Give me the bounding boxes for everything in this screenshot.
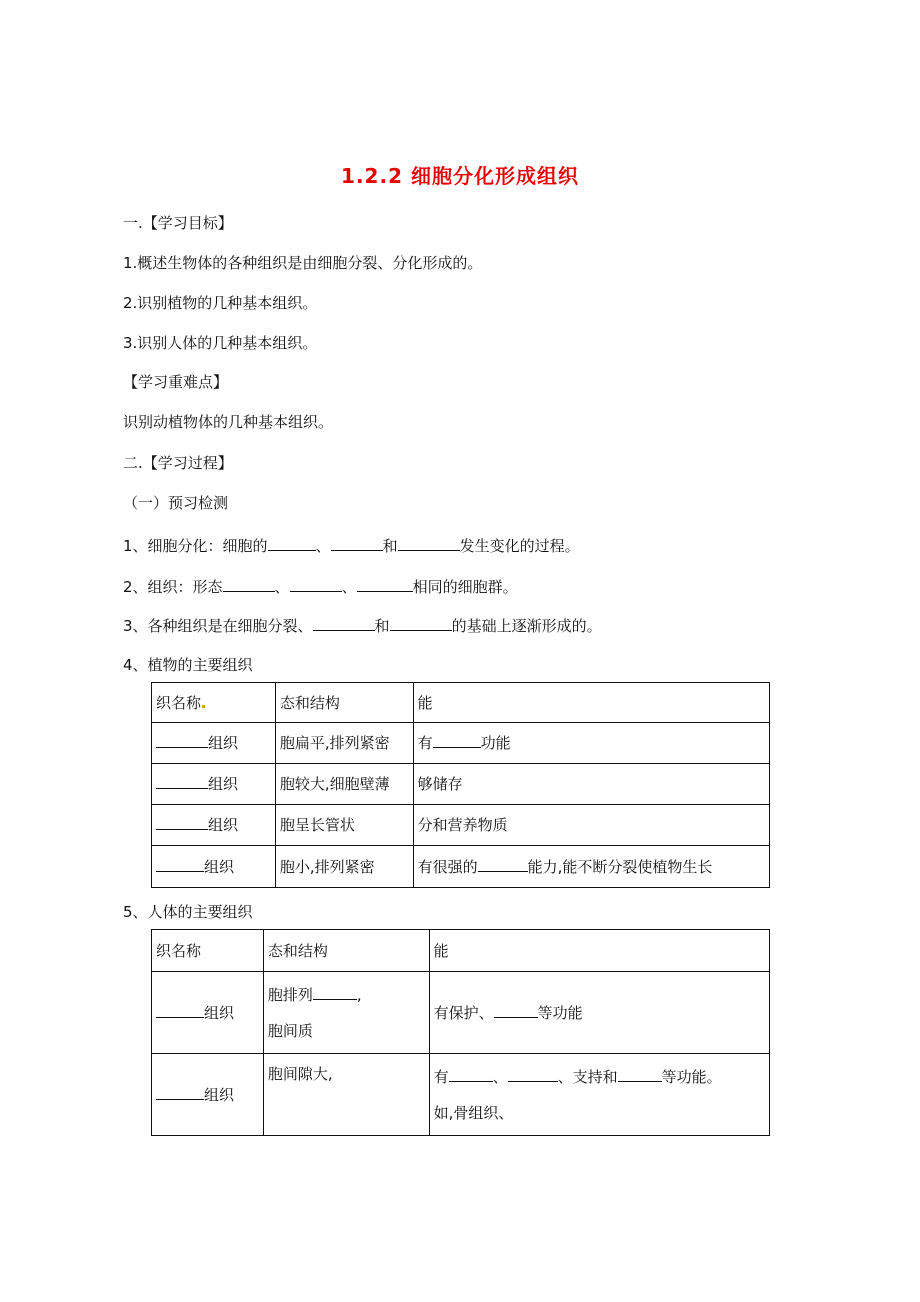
table-row: 组织 胞扁平,排列紧密 有 功能 xyxy=(152,723,770,764)
header-cell: 织名称 xyxy=(152,683,276,723)
blank[interactable] xyxy=(618,1065,662,1082)
goal-item: 2.识别植物的几种基本组织。 xyxy=(123,294,318,312)
blank[interactable] xyxy=(313,983,357,1000)
header-cell: 能 xyxy=(413,683,769,723)
blank[interactable] xyxy=(156,813,208,830)
section-heading-process: 二.【学习过程】 xyxy=(123,454,233,472)
section-heading-goals: 一.【学习目标】 xyxy=(123,214,233,232)
header-cell: 织名称 xyxy=(152,930,264,972)
blank[interactable] xyxy=(508,1065,558,1082)
subsection-heading: （一）预习检测 xyxy=(123,494,229,512)
table-row: 组织 胞间隙大, 有 、 、支持和 等功能。 如,骨组织、 xyxy=(152,1054,770,1136)
blank[interactable] xyxy=(398,534,460,551)
question-4-heading: 4、植物的主要组织 xyxy=(123,656,253,674)
blank[interactable] xyxy=(290,575,342,592)
blank[interactable] xyxy=(156,1001,204,1018)
blank[interactable] xyxy=(156,855,204,872)
question-1: 1、细胞分化：细胞的 、 和 发生变化的过程。 xyxy=(123,534,580,556)
table-row: 组织 胞排列 , 胞间质 有保护、 等功能 xyxy=(152,972,770,1054)
blank[interactable] xyxy=(223,575,275,592)
human-tissue-table xyxy=(151,929,770,1136)
key-text: 识别动植物体的几种基本组织。 xyxy=(123,413,334,431)
question-2: 2、组织：形态 、 、 相同的细胞群。 xyxy=(123,575,518,597)
blank[interactable] xyxy=(156,772,208,789)
blank[interactable] xyxy=(268,534,316,551)
goal-item: 1.概述生物体的各种组织是由细胞分裂、分化形成的。 xyxy=(123,254,483,272)
blank[interactable] xyxy=(449,1065,493,1082)
goal-item: 3.识别人体的几种基本组织。 xyxy=(123,334,318,352)
plant-tissue-table xyxy=(151,682,770,888)
blank[interactable] xyxy=(478,855,528,872)
blank[interactable] xyxy=(494,1001,538,1018)
table-row: 组织 胞较大,细胞壁薄 够储存 xyxy=(152,764,770,805)
table-row: 组织 胞小,排列紧密 有很强的 能力,能不断分裂使植物生长 xyxy=(152,846,770,888)
question-3: 3、各种组织是在细胞分裂、 和 的基础上逐渐形成的。 xyxy=(123,614,602,636)
blank[interactable] xyxy=(331,534,383,551)
table-header-row xyxy=(152,683,770,723)
header-cell: 态和结构 xyxy=(275,683,413,723)
blank[interactable] xyxy=(357,575,413,592)
blank[interactable] xyxy=(433,731,481,748)
page-title: 1.2.2 细胞分化形成组织 xyxy=(341,164,579,188)
blank[interactable] xyxy=(390,614,452,631)
question-5-heading: 5、人体的主要组织 xyxy=(123,903,253,921)
blank[interactable] xyxy=(313,614,375,631)
header-cell: 能 xyxy=(429,930,769,972)
section-heading-key: 【学习重难点】 xyxy=(123,373,229,391)
table-row: 组织 胞呈长管状 分和营养物质 xyxy=(152,805,770,846)
blank[interactable] xyxy=(156,731,208,748)
table-header-row xyxy=(152,930,770,972)
blank[interactable] xyxy=(156,1083,204,1100)
header-cell: 态和结构 xyxy=(263,930,429,972)
